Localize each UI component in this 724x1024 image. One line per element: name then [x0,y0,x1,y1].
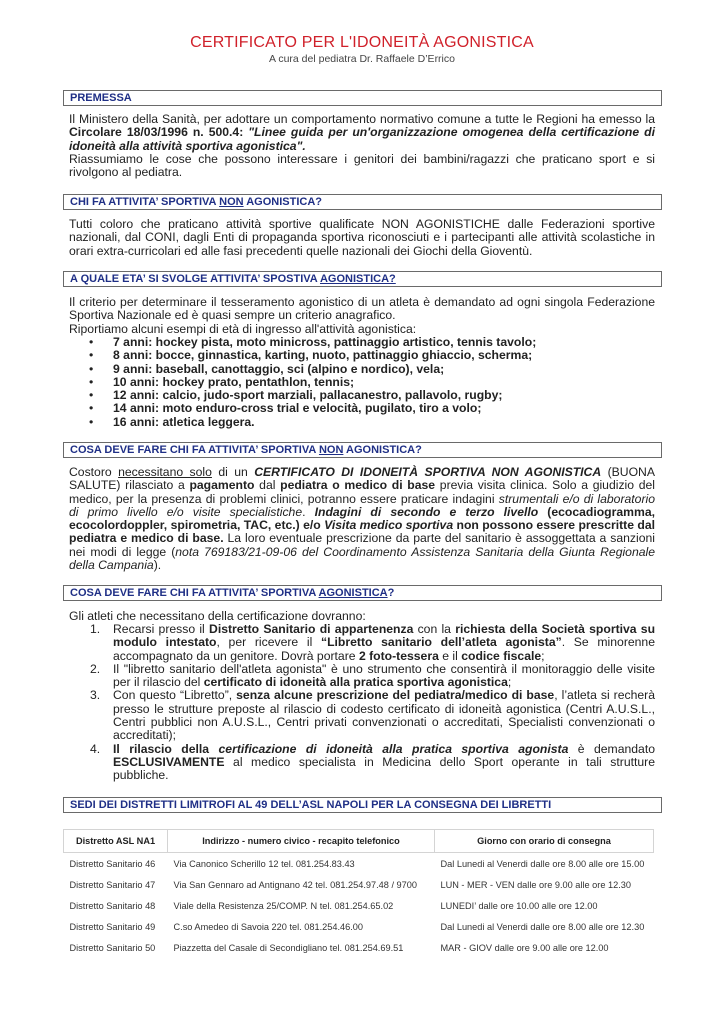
bullet-icon: • [89,414,94,429]
column-header: Indirizzo - numero civico - recapito telefonico [168,830,435,853]
step-number: 2. [90,661,101,676]
premessa-text: Il Ministero della Sanità, per adottare un comportamento normativo comune a tutte le Regioni ha emesso la [69,112,655,126]
circolare-title: "Linee guida per un'organizzazione omogenea della certificazione di idoneità alla attività sportiva agonistica". [69,125,655,153]
list-item: • 10 anni: hockey prato, pentathlon, tennis; [89,374,355,389]
table-header-row [64,830,654,853]
heading-text: AGONISTICA? [243,196,323,208]
section-heading-cosa-fare-agonistica [63,585,662,601]
table-cell: Distretto Sanitario 47 [69,879,156,890]
document-title: CERTIFICATO PER L'IDONEITÀ AGONISTICA [190,34,534,51]
table-cell: Distretto Sanitario 49 [69,921,156,932]
step-number: 1. [90,622,101,636]
bullet-icon: • [89,388,94,403]
non-agonistica-paragraph: Tutti coloro che praticano attività sportive qualificate NON AGONISTICHE dalle Federazioni sportive nazionali, dal CONI, dagli Enti di propaganda sportiva riconosciuti e i partecipanti alle attività scolastiche in orari extra-curricolari ed alle fasi precedenti quelle nazionali dei Giochi della Gioventù. [69,217,655,258]
heading-text: ? [387,587,395,599]
list-item: • 14 anni: moto enduro-cross trial e velocità, pugilato, tiro a volo; [89,401,482,416]
table-cell: Piazzetta del Casale di Secondigliano tel. 081.254.69.51 [173,942,404,953]
heading-underlined: NON [318,444,344,456]
table-cell: Via Canonico Scherillo 12 tel. 081.254.83.43 [173,858,355,869]
table-cell: MAR - GIOV dalle ore 9.00 alle ore 12.00 [440,942,609,953]
section-heading-non-agonistica [63,194,662,210]
agonistica-steps [69,623,655,783]
column-header: Giorno con orario di consegna [435,830,654,853]
table-row [64,916,654,937]
eta-criterio-text: Il criterio per determinare il tesseramento agonistico di un atleta è demandato ad ogni singola Federazione Sportiva Nazionale ed è quasi sempre un criterio anagrafico. [69,295,655,323]
bullet-icon: • [89,348,94,363]
table-cell: Dal Lunedi al Venerdi dalle ore 8.00 alle ore 12.30 [440,921,645,932]
eta-paragraph [69,296,655,336]
table-row [64,874,654,895]
table-row [64,895,654,916]
list-item: 3. Con questo “Libretto”, senza alcune prescrizione del pediatra/medico di base, l’atleta si recherà presso le strutture preposte al rilascio di codesto certificato di idoneità agonistica (Centri A.U.S.L., Centri pubblici non A.U.S.L., Centri privati convenzionati o accreditati, Specialisti convenzionati o accreditati); [90,688,656,743]
heading-text: A QUALE ETA’ SI SVOLGE ATTIVITA’ SPOSTIVA [70,273,320,285]
column-header: Distretto ASL NA1 [64,830,168,853]
table-cell: Distretto Sanitario 50 [69,942,156,953]
table-cell: Dal Lunedi al Venerdi dalle ore 8.00 alle ore 15.00 [440,858,645,869]
heading-underlined: AGONISTICA [318,587,388,599]
section-heading-sedi-distretti: SEDI DEI DISTRETTI LIMITROFI AL 49 DELL’ASL NAPOLI PER LA CONSEGNA DEI LIBRETTI [63,797,662,813]
bullet-icon: • [89,335,94,349]
premessa-paragraph [69,113,655,179]
section-heading-cosa-fare-non-agonistica [63,442,662,458]
table-cell: Distretto Sanitario 48 [69,900,156,911]
table-cell: C.so Amedeo di Savoia 220 tel. 081.254.46.00 [173,921,364,932]
step-number: 3. [90,688,101,703]
heading-underlined: AGONISTICA? [319,273,396,285]
table-row [64,853,654,875]
table-cell: Viale della Resistenza 25/COMP. N tel. 081.254.65.02 [173,900,394,911]
list-item: 4. Il rilascio della certificazione di idoneità alla pratica sportiva agonista è demandato ESCLUSIVAMENTE al medico specialista in Medicina dello Sport operante in tali strutture pubbliche. [90,741,655,783]
table-cell: Via San Gennaro ad Antignano 42 tel. 081.254.97.48 / 9700 [173,879,417,890]
list-item: • 8 anni: bocce, ginnastica, karting, nuoto, pattinaggio ghiaccio, scherma; [89,348,533,363]
list-item: • 7 anni: hockey pista, moto minicross, pattinaggio artistico, tennis tavolo; [89,335,537,349]
table-cell: Distretto Sanitario 46 [69,858,156,869]
step-number: 4. [90,741,101,756]
agonistica-intro: Gli atleti che necessitano della certificazione dovranno: [69,609,366,623]
heading-text: CHI FA ATTIVITA’ SPORTIVA [70,196,220,208]
table-cell: LUNEDI’ dalle ore 10.00 alle ore 12.00 [440,900,598,911]
list-item: • 9 anni: baseball, canottaggio, sci (alpino e nordico), vela; [89,361,445,376]
list-item: • 16 anni: atletica leggera. [89,414,255,429]
bullet-icon: • [89,361,94,376]
list-item: 2. Il "libretto sanitario dell'atleta agonista" è uno strumento che consentirà il monitoraggio delle visite per il rilascio del certificato di idoneità alla pratica sportiva agonistica; [90,661,655,690]
bullet-icon: • [89,401,94,416]
section-heading-premessa: PREMESSA [63,90,662,106]
eta-intro-text: Riportiamo alcuni esempi di età di ingresso all'attività agonistica: [69,321,417,336]
table-cell: LUN - MER - VEN dalle ore 9.00 alle ore 12.30 [440,879,631,890]
heading-text: COSA DEVE FARE CHI FA ATTIVITA’ SPORTIVA [70,587,319,599]
heading-underlined: NON [219,196,244,208]
document-subtitle: A cura del pediatra Dr. Raffaele D’Errico [269,53,455,65]
circolare-reference: Circolare 18/03/1996 n. 500.4: [69,125,249,140]
heading-text: AGONISTICA? [343,444,422,456]
cosa-fare-non-agonistica-paragraph: Costoro necessitano solo di un CERTIFICATO DI IDONEITÀ SPORTIVA NON AGONISTICA (BUONA SALUTE) rilasciato a pagamento dal pediatra o medico di base previa visita clinica. Solo a giudizio del medico, per la presenza di problemi clinici, potranno essere praticare indagini strumentali e/o di laboratorio di primo livello e/o visite specialistiche. Indagini di secondo e terzo livello (ecocadiogramma, ecocolordoppler, spirometria, TAC, etc.) e/o Visita medico sportiva non possono essere prescritte dal pediatra e medico di base. La loro eventuale prescrizione da parte del sanitario è assoggettata a sanzioni nei modi di legge (nota 769183/21-09-06 del Coordinamento Assistenza Sanitaria della Giunta Regionale della Campania). [69,465,656,573]
list-item: 1. Recarsi presso il Distretto Sanitario di appartenenza con la richiesta della Società sportiva su modulo intestato, per ricevere il “Libretto sanitario dell’atleta agonista”. Se minorenne accompagnato da un genitore. Dovrà portare 2 foto-tessera e il codice fiscale; [90,622,656,663]
eta-list [69,336,536,429]
table-row [64,937,654,958]
section-heading-eta-agonistica [63,271,662,287]
distretti-table [63,829,654,958]
bullet-icon: • [89,374,94,389]
premessa-summary: Riassumiamo le cose che possono interessare i genitori dei bambini/ragazzi che praticano sport e si rivolgono al pediatra. [69,151,655,180]
list-item: • 12 anni: calcio, judo-sport marziali, pallacanestro, pallavolo, rugby; [89,388,503,403]
heading-text: COSA DEVE FARE CHI FA ATTIVITA’ SPORTIVA [70,444,319,456]
